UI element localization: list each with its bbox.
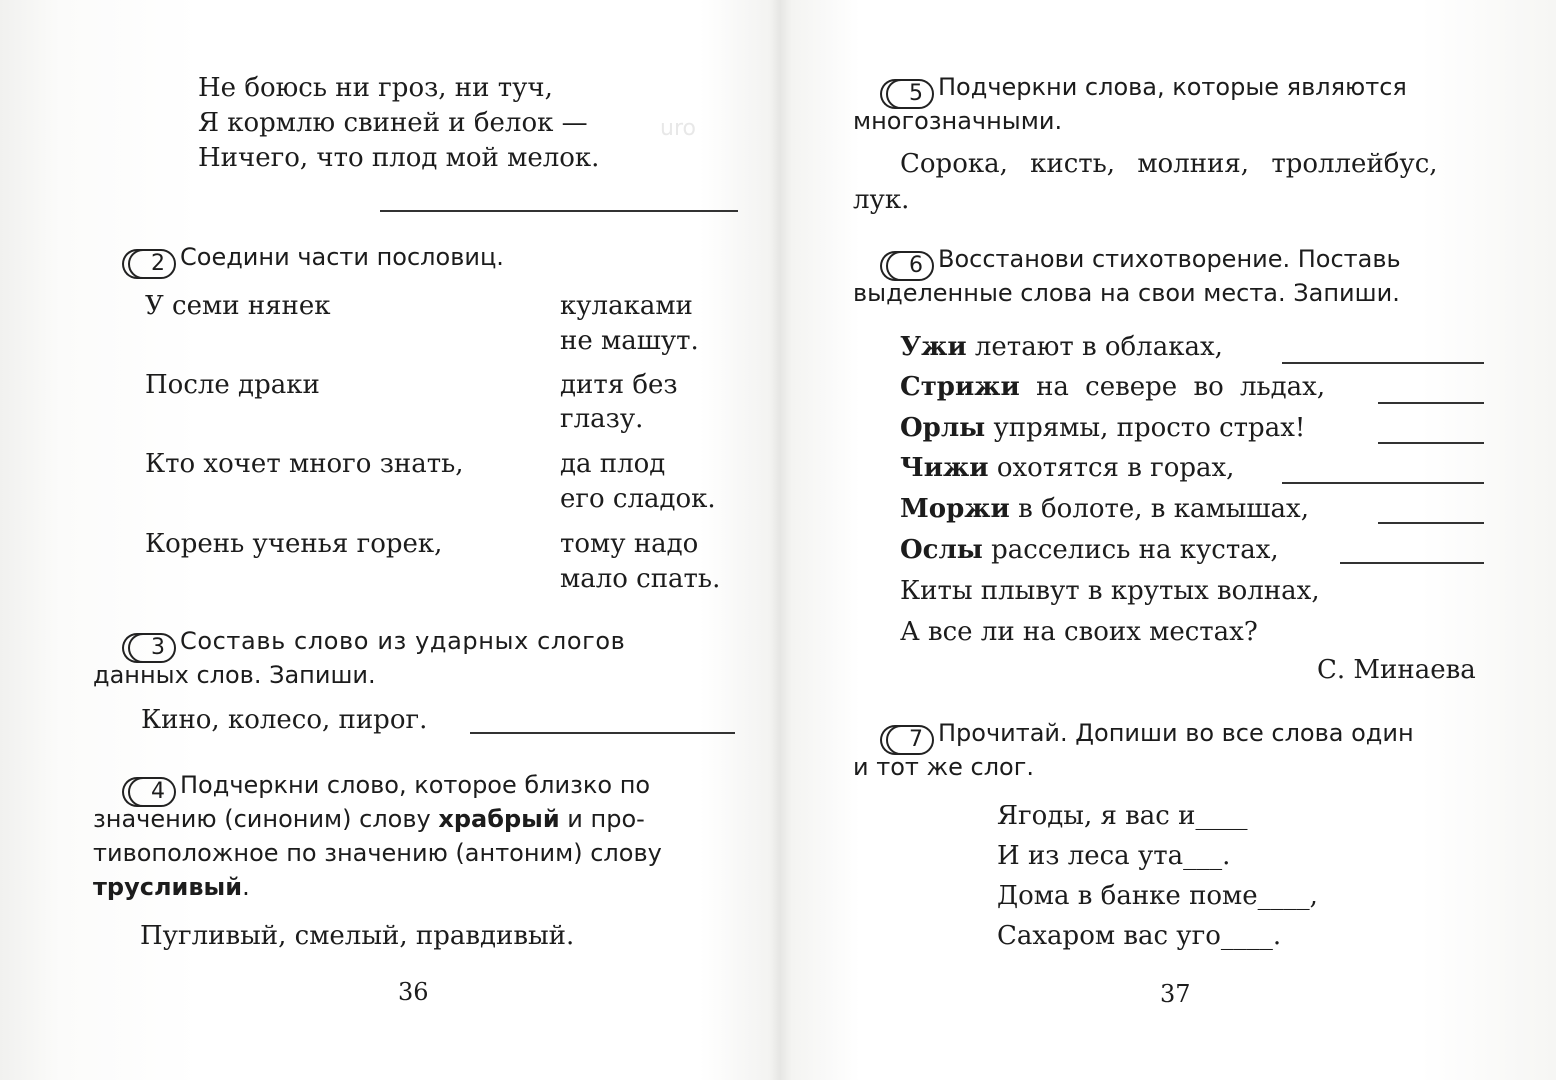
proverb-start-1: У семи нянек — [145, 291, 331, 321]
task-number-badge: 5 — [886, 79, 934, 109]
task-3-line-1: Составь слово из ударных слогов — [180, 627, 626, 655]
page-number-right: 37 — [1160, 980, 1191, 1008]
task-4-line-2-text: значению (синоним) слову — [93, 805, 439, 833]
answer-line — [1378, 522, 1484, 524]
answer-line — [1378, 442, 1484, 444]
proverb-end-1a: кулаками — [560, 291, 693, 321]
poem-line — [900, 410, 1305, 446]
bold-word: Ужи — [900, 332, 967, 362]
proverb-end-2b: глазу. — [560, 404, 644, 434]
poem-line-1: Не боюсь ни гроз, ни туч, — [198, 73, 553, 103]
task-4-line-2-end: и про- — [559, 805, 645, 833]
fill-line-1: Ягоды, я вас и____ — [997, 801, 1248, 831]
poem-tail-1: Киты плывут в крутых волнах, — [900, 576, 1320, 606]
answer-line — [1282, 482, 1484, 484]
poem-line — [900, 532, 1279, 568]
task-number-badge: 6 — [886, 251, 934, 281]
bold-word: Моржи — [900, 494, 1010, 524]
proverb-end-1b: не машут. — [560, 326, 699, 356]
task-4-line-1: Подчеркни слово, которое близко по — [180, 771, 651, 799]
task-5-line-2: многозначными. — [853, 107, 1063, 135]
proverb-end-3a: да плод — [560, 449, 666, 479]
task-4-line-2 — [93, 802, 645, 836]
poem-rest: расселись на кустах, — [982, 535, 1279, 565]
bold-word: Ослы — [900, 535, 983, 565]
task-number-badge: 4 — [128, 777, 176, 807]
poem-rest: в болоте, в камышах, — [1009, 494, 1309, 524]
task-4-line-4 — [93, 870, 250, 904]
poem-rest: охотятся в горах, — [988, 453, 1235, 483]
page-number-left: 36 — [398, 978, 429, 1006]
task-number-badge: 3 — [128, 633, 176, 663]
task-5-words-1: Сорока, кисть, молния, троллейбус, — [900, 149, 1438, 179]
poem-author: С. Минаева — [1317, 655, 1476, 685]
proverb-end-4a: тому надо — [560, 529, 699, 559]
bold-word: Чижи — [900, 453, 989, 483]
task-5-line-1: Подчеркни слова, которые являются — [938, 73, 1407, 101]
task-4-line-3: тивоположное по значению (антоним) слову — [93, 839, 662, 867]
answer-line — [1378, 402, 1484, 404]
proverb-start-3: Кто хочет много знать, — [145, 449, 464, 479]
proverb-start-4: Корень ученья горек, — [145, 529, 443, 559]
task-number-badge: 7 — [886, 725, 934, 755]
poem-line — [900, 450, 1234, 486]
bold-word: Орлы — [900, 413, 986, 443]
answer-line — [380, 210, 738, 212]
bleed-through-text: uro — [660, 116, 696, 141]
answer-line — [1340, 562, 1484, 564]
fill-line-3: Дома в банке поме____, — [997, 881, 1318, 911]
task-6-line-1: Восстанови стихотворение. Поставь — [938, 245, 1401, 273]
task-5-words-2: лук. — [853, 185, 910, 215]
word-brave: храбрый — [438, 805, 560, 833]
poem-tail-2: А все ли на своих местах? — [900, 617, 1258, 647]
proverb-end-3b: его сладок. — [560, 484, 716, 514]
answer-line — [1282, 362, 1484, 364]
proverb-end-2a: дитя без — [560, 370, 678, 400]
task-4-words: Пугливый, смелый, правдивый. — [140, 921, 575, 951]
fill-line-2: И из леса ута___. — [997, 841, 1231, 871]
poem-line — [900, 491, 1309, 527]
task-number-badge: 2 — [128, 249, 176, 279]
fill-line-4: Сахаром вас уго____. — [997, 921, 1282, 951]
poem-line-2: Я кормлю свиней и белок — — [198, 108, 588, 138]
task-2-text: Соедини части пословиц. — [180, 243, 504, 271]
task-2-heading — [128, 240, 504, 279]
task-6-line-2: выделенные слова на свои места. Запиши. — [853, 279, 1400, 307]
poem-rest: летают в облаках, — [966, 332, 1223, 362]
poem-line — [900, 369, 1325, 405]
poem-rest: упрямы, просто страх! — [985, 413, 1306, 443]
task-3-words: Кино, колесо, пирог. — [141, 705, 428, 735]
answer-line — [470, 732, 735, 734]
task-4-line-4-end: . — [242, 873, 250, 901]
poem-rest: на севере во льдах, — [1019, 372, 1326, 402]
poem-line-3: Ничего, что плод мой мелок. — [198, 143, 600, 173]
bold-word: Стрижи — [900, 372, 1020, 402]
task-7-line-1: Прочитай. Допиши во все слова один — [938, 719, 1414, 747]
proverb-end-4b: мало спать. — [560, 564, 721, 594]
task-3-line-2: данных слов. Запиши. — [93, 661, 376, 689]
poem-line — [900, 329, 1223, 365]
task-7-line-2: и тот же слог. — [853, 753, 1034, 781]
proverb-start-2: После драки — [145, 370, 320, 400]
word-cowardly: трусливый — [93, 873, 243, 901]
